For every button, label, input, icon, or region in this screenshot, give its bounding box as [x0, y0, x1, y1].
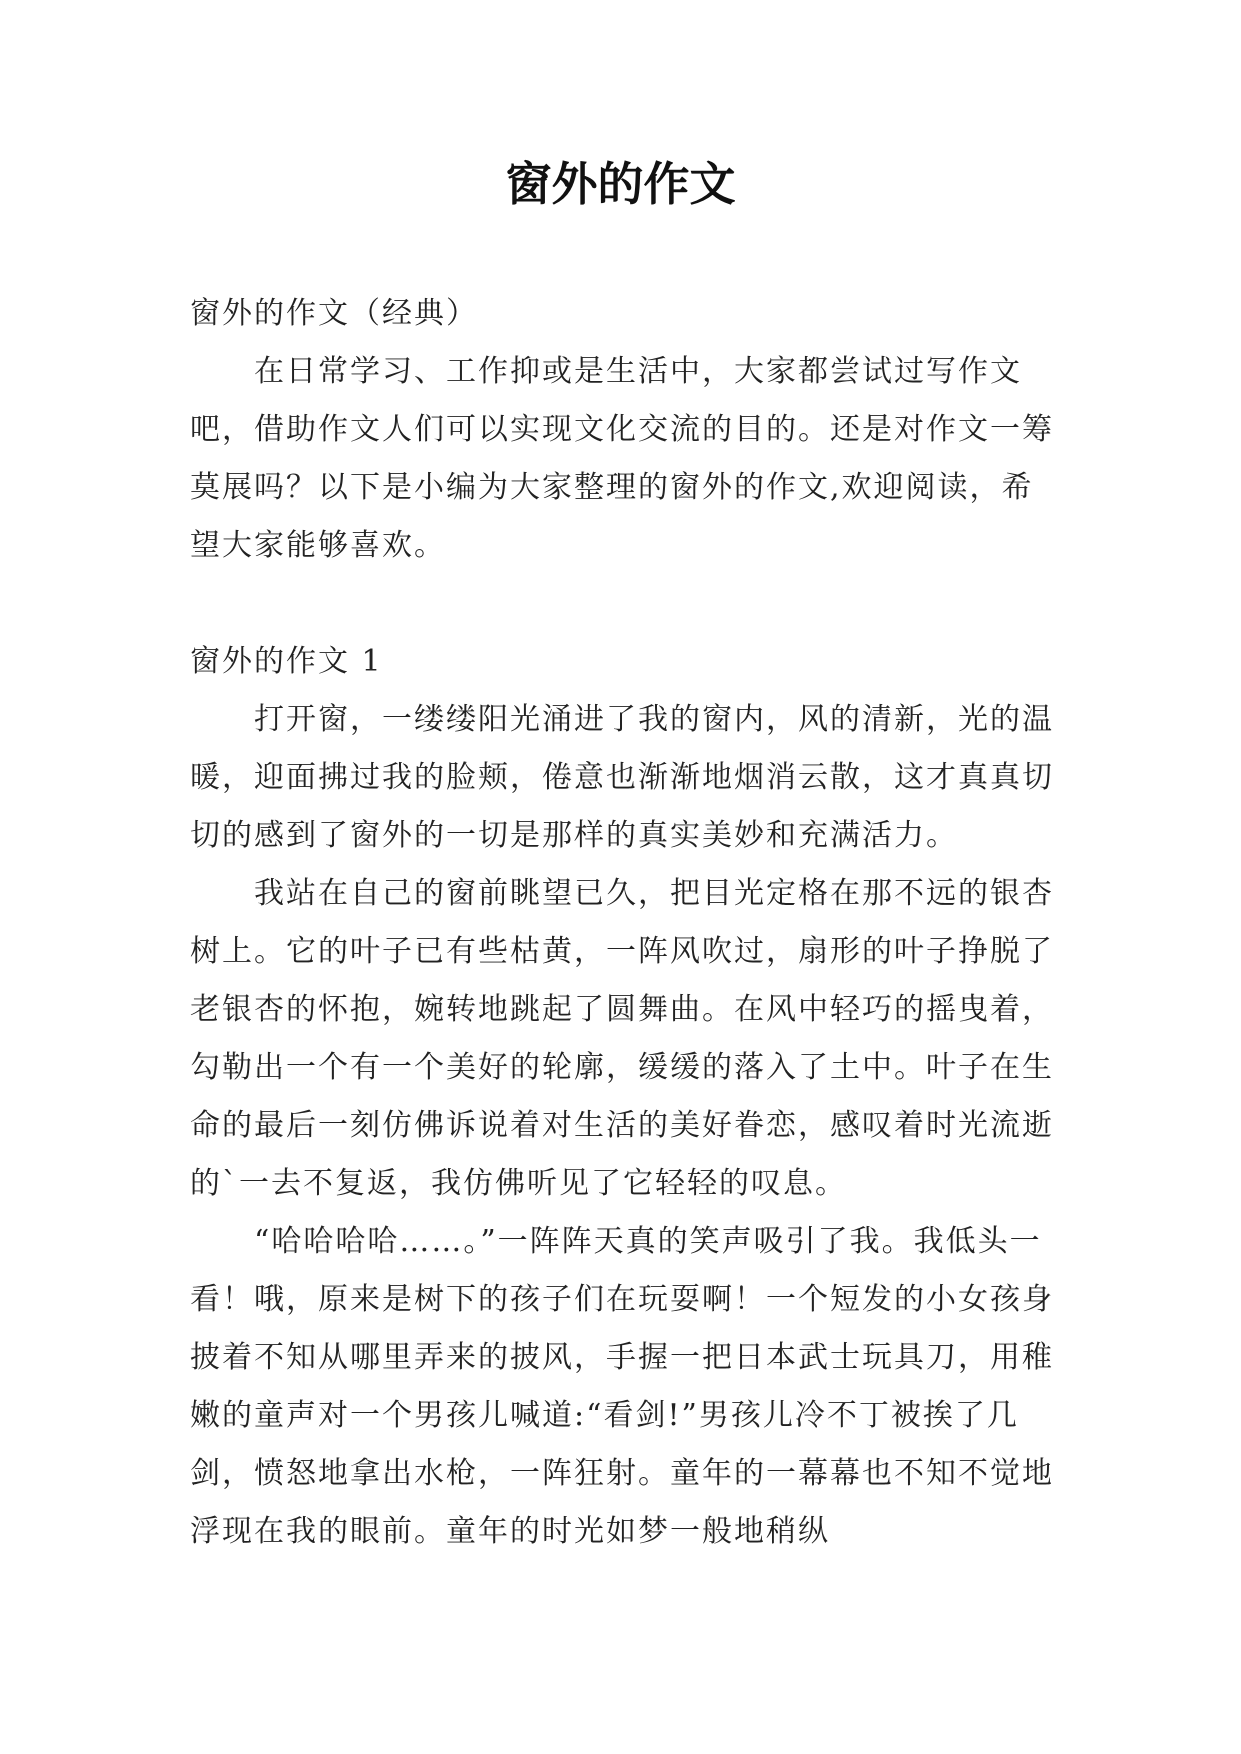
document-body: [190, 285, 1062, 1561]
body-paragraph: 打开窗，一缕缕阳光涌进了我的窗内，风的清新，光的温暖，迎面拂过我的脸颊，倦意也渐渐地烟消云散，这才真真切切的感到了窗外的一切是那样的真实美妙和充满活力。: [190, 702, 1054, 853]
body-paragraph: 我站在自己的窗前眺望已久，把目光定格在那不远的银杏树上。它的叶子已有些枯黄，一阵风吹过，扇形的叶子挣脱了老银杏的怀抱，婉转地跳起了圆舞曲。在风中轻巧的摇曳着，勾勒出一个有一个美好的轮廓，缓缓的落入了土中。叶子在生命的最后一刻仿佛诉说着对生活的美好眷恋，感叹着时光流逝的`一去不复返，我仿佛听见了它轻轻的叹息。: [190, 876, 1054, 1201]
intro-paragraph: 在日常学习、工作抑或是生活中，大家都尝试过写作文吧，借助作文人们可以实现文化交流的目的。还是对作文一筹莫展吗？以下是小编为大家整理的窗外的作文,欢迎阅读，希望大家能够喜欢。: [190, 354, 1054, 563]
document-subtitle: 窗外的作文（经典）: [190, 296, 478, 331]
section-heading: 窗外的作文 1: [190, 644, 383, 679]
document-title: 窗外的作文: [505, 157, 736, 211]
body-paragraph: “哈哈哈哈……。”一阵阵天真的笑声吸引了我。我低头一看！哦，原来是树下的孩子们在玩耍啊！一个短发的小女孩身披着不知从哪里弄来的披风，手握一把日本武士玩具刀，用稚嫩的童声对一个男孩儿喊道:“看剑!”男孩儿冷不丁被挨了几剑，愤怒地拿出水枪，一阵狂射。童年的一幕幕也不知不觉地浮现在我的眼前。童年的时光如梦一般地稍纵: [190, 1224, 1054, 1549]
paragraph-spacer: [190, 575, 1062, 633]
